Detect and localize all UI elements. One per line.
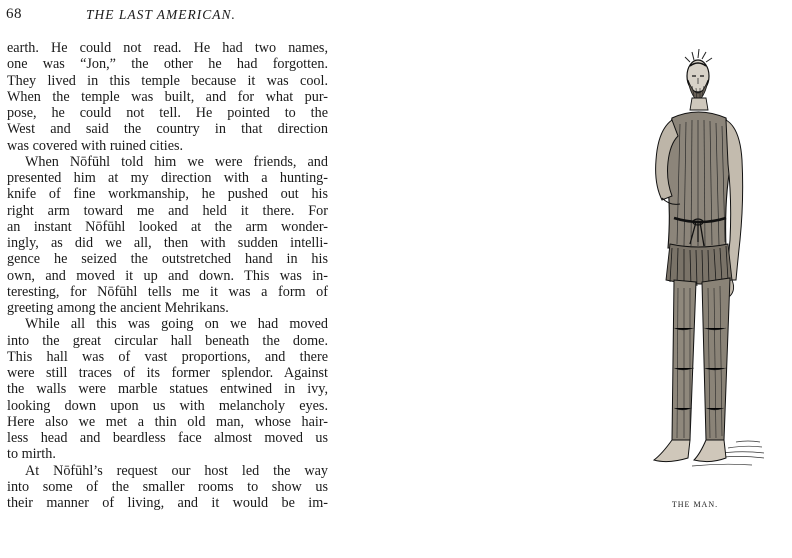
text-line: own, and moved it up and down. This was in-	[7, 267, 328, 284]
text-line: They lived in this temple because it was cool.	[7, 72, 328, 89]
text-line: ingly, as did we all, then with sudden intelli-	[7, 235, 328, 251]
text-line: earth. He could not read. He had two names,	[7, 40, 328, 56]
text-line: one was “Jon,” the other he had forgotten.	[7, 56, 328, 73]
engraving-standing-man-icon	[632, 48, 767, 480]
body-text	[7, 40, 328, 511]
text-line: the walls were marble statues entwined in ivy,	[7, 381, 328, 398]
text-line: looking down upon us with melancholy eyes.	[7, 397, 328, 414]
text-line: into some of the smaller rooms to show us	[7, 478, 328, 495]
text-line: their manner of living, and it would be im-	[7, 495, 328, 511]
text-line: When the temple was built, and for what pur-	[7, 88, 328, 105]
text-line: When Nōfūhl told him we were friends, and	[25, 153, 328, 170]
running-title: THE LAST AMERICAN.	[86, 7, 236, 22]
text-line: West and said the country in that direction	[7, 121, 328, 138]
page-header	[6, 6, 336, 26]
text-line: pose, he could not tell. He pointed to the	[7, 105, 328, 121]
text-line: into the great circular hall beneath the dome.	[7, 332, 328, 349]
text-line: knife of fine workmanship, he pushed out his	[7, 186, 328, 203]
text-line: presented him at my direction with a hunting-	[7, 170, 328, 186]
text-line: Here also we met a thin old man, whose hair-	[7, 413, 328, 430]
text-line: right arm toward me and held it there. For	[7, 202, 328, 219]
text-line: was covered with ruined cities.	[7, 137, 184, 154]
text-line: teresting, for Nōfūhl tells me it was a form of	[7, 283, 328, 300]
page-number: 68	[6, 6, 22, 22]
text-line: were still traces of its former splendor. Against	[7, 365, 328, 381]
text-line: gence he seized the outstretched hand in his	[7, 251, 328, 268]
text-line: an instant Nōfūhl looked at the arm wonder-	[7, 218, 328, 235]
illustration-caption: THE MAN.	[671, 500, 719, 509]
text-line: While all this was going on we had moved	[25, 316, 328, 333]
text-line: greeting among the ancient Mehrikans.	[7, 300, 229, 316]
text-line: At Nōfūhl’s request our host led the way	[25, 462, 328, 479]
text-line: less head and beardless face almost moved us	[7, 430, 328, 446]
text-line: This hall was of vast proportions, and there	[7, 348, 328, 365]
text-line: to mirth.	[7, 446, 56, 463]
